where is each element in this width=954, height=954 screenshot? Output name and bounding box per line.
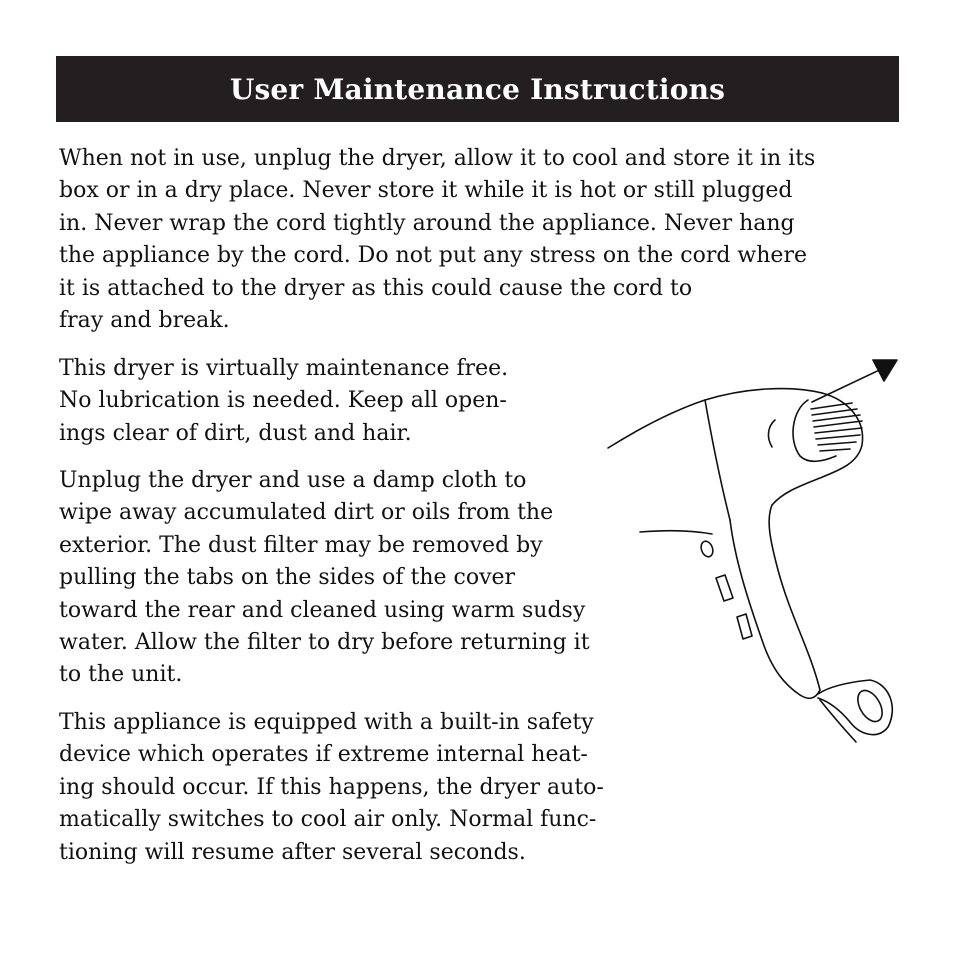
page-title: User Maintenance Instructions (229, 72, 726, 106)
text-line: tioning will resume after several seconds. (59, 839, 526, 865)
text-line: Unplug the dryer and use a damp cloth to (59, 468, 527, 493)
title-bar (56, 56, 899, 122)
text-line: pulling the tabs on the sides of the cover (59, 565, 516, 591)
text-line: No lubrication is needed. Keep all open- (59, 388, 507, 414)
text-line: wipe away accumulated dirt or oils from the (59, 500, 554, 526)
text-line: When not in use, unplug the dryer, allow it to cool and store it in its (59, 146, 816, 171)
paragraph-storage (59, 143, 815, 337)
paragraph-safety (59, 707, 604, 869)
text-line: to the unit. (59, 662, 183, 688)
text-line: matically switches to cool air only. Normal func- (59, 807, 597, 833)
text-line: ing should occur. If this happens, the dryer auto- (59, 774, 604, 800)
text-line: ings clear of dirt, dust and hair. (59, 420, 412, 446)
text-line: This dryer is virtually maintenance free. (59, 356, 509, 381)
paragraph-cleaning (59, 465, 590, 692)
text-line: This appliance is equipped with a built-in safety (59, 710, 594, 735)
text-line: toward the rear and cleaned using warm sudsy (59, 597, 586, 623)
text-line: device which operates if extreme internal heat- (59, 742, 588, 768)
text-line: exterior. The dust filter may be removed by (59, 532, 543, 558)
text-line: the appliance by the cord. Do not put any stress on the cord where (59, 243, 807, 269)
text-line: water. Allow the filter to dry before returning it (59, 630, 590, 656)
text-line: in. Never wrap the cord tightly around the appliance. Never hang (59, 210, 795, 236)
hair-dryer-icon (600, 350, 910, 750)
text-line: box or in a dry place. Never store it while it is hot or still plugged (59, 178, 793, 204)
text-line: it is attached to the dryer as this could cause the cord to (59, 275, 693, 301)
paragraph-maintenance (59, 353, 508, 450)
text-line: fray and break. (59, 308, 230, 334)
